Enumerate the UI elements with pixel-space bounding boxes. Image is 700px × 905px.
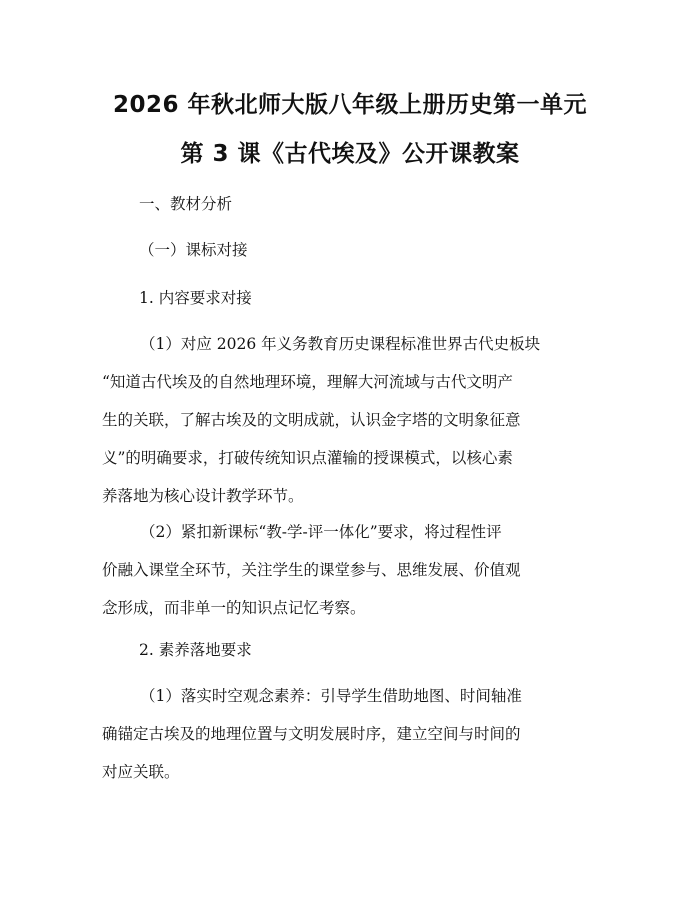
- item-heading-literacy-requirements: 2. 素养落地要求: [139, 641, 252, 659]
- section-heading-textbook-analysis: 一、教材分析: [139, 195, 233, 213]
- paragraph-1-line: 生的关联，了解古埃及的文明成就，认识金字塔的文明象征意: [102, 411, 521, 429]
- paragraph-1-line: （1）对应 2026 年义务教育历史课程标准世界古代史板块: [140, 335, 541, 353]
- paragraph-2: [102, 513, 602, 627]
- subsection-heading-curriculum: （一）课标对接: [139, 241, 248, 259]
- paragraph-2-line: 价融入课堂全环节，关注学生的课堂参与、思维发展、价值观: [102, 561, 521, 579]
- paragraph-1-line: 养落地为核心设计教学环节。: [102, 487, 304, 505]
- document-title-line-2: 第 3 课《古代埃及》公开课教案: [180, 141, 520, 167]
- document-title-line-1: 2026 年秋北师大版八年级上册历史第一单元: [112, 92, 588, 118]
- paragraph-3-line: 确锚定古埃及的地理位置与文明发展时序，建立空间与时间的: [102, 725, 521, 743]
- paragraph-1-line: “知道古代埃及的自然地理环境，理解大河流域与古代文明产: [102, 373, 513, 391]
- paragraph-3: [102, 677, 602, 791]
- paragraph-3-line: （1）落实时空观念素养：引导学生借助地图、时间轴准: [140, 687, 522, 705]
- paragraph-1-line: 义”的明确要求，打破传统知识点灌输的授课模式，以核心素: [102, 449, 513, 467]
- paragraph-2-line: 念形成，而非单一的知识点记忆考察。: [102, 599, 366, 617]
- paragraph-3-line: 对应关联。: [102, 763, 180, 781]
- paragraph-1: [102, 325, 602, 515]
- paragraph-2-line: （2）紧扣新课标“教-学-评一体化”要求，将过程性评: [140, 523, 502, 541]
- item-heading-content-requirements: 1. 内容要求对接: [139, 289, 252, 307]
